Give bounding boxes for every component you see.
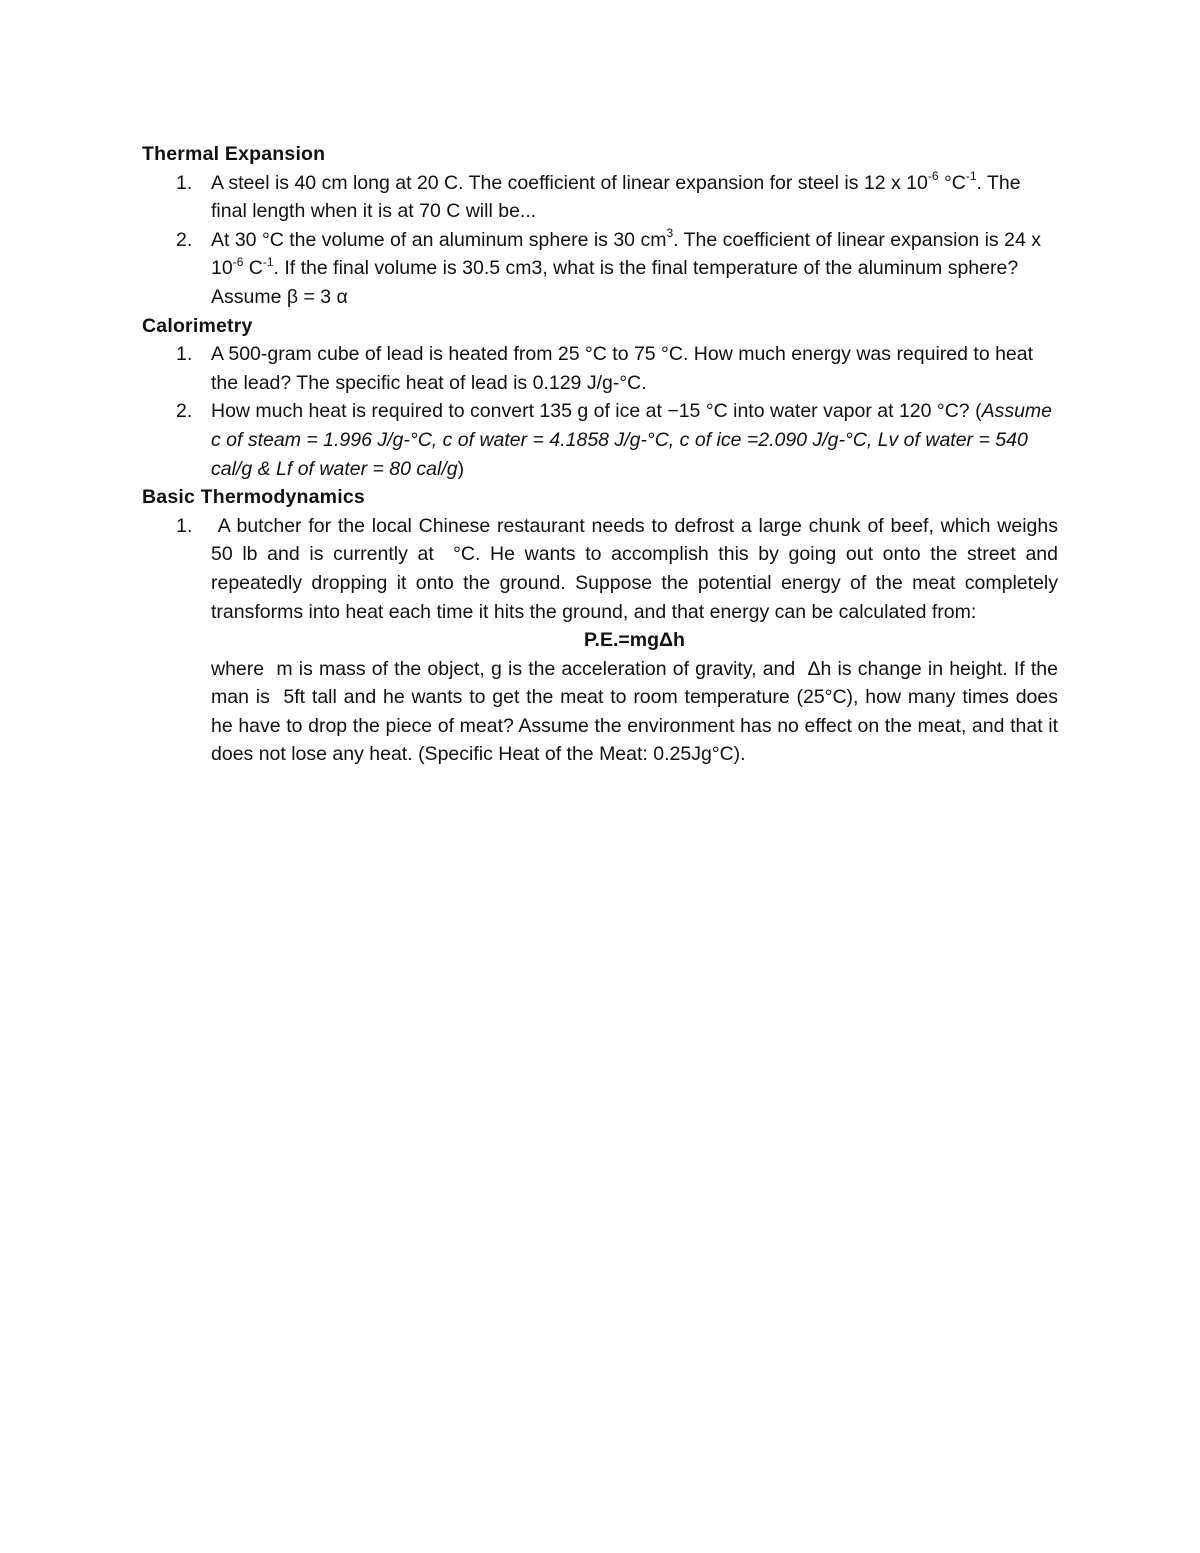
question-text-continued: where m is mass of the object, g is the acceleration of gravity, and Δh is change in height. If the man is 5ft tall and he wants to get the meat to room temperature (25°C), how many times does he have to drop the piece of meat? Assume the environment has no effect on the meat, and that it does not lose any heat. (Specific Heat of the Meat: 0.25Jg°C).: [211, 657, 1064, 766]
question-number: 2.: [176, 400, 193, 423]
question-assumption: (Assume c of steam = 1.996 J/g-°C, c of water = 4.1858 J/g-°C, c of ice =2.090 J/g-°C, Lv of water = 540 cal/g & Lf of water = 80 cal/g): [211, 400, 1053, 480]
question-text: At 30 °C the volume of an aluminum sphere is 30 $cm^3$. The coefficient of linear expansion is 24 x $10^{-6}$ $C^{-1}$. If the final volume is 30.5 cm3, what is the final temperature of the aluminum sphere? Assume β = 3 α: [211, 226, 1041, 308]
question-thermal-1: [142, 169, 1058, 226]
question-thermal-2: [142, 226, 1058, 312]
question-text: A butcher for the local Chinese restaurant needs to defrost a large chunk of beef, which weighs 50 lb and is currently at °C. He wants to accomplish this by going out onto the street and repeatedly dropping it onto the ground. Suppose the potential energy of the meat completely transforms into heat each time it hits the ground, and that energy can be calculated from:: [211, 514, 1069, 623]
section-title-basic-thermodynamics: Basic Thermodynamics: [142, 486, 365, 509]
formula: P.E.=mgΔh: [584, 629, 685, 652]
question-number: 1.: [176, 171, 193, 194]
question-thermodynamics-1: [142, 512, 1069, 769]
question-number: 2.: [176, 228, 193, 251]
question-text: A steel is 40 cm long at 20 C. The coefficient of linear expansion for steel is 12 x $10^{-6}$ $^\circ C^{-1}$. The final length when it is at 70 C will be...: [211, 169, 1021, 223]
question-calorimetry-1: [142, 340, 1058, 397]
question-number: 1.: [176, 514, 193, 537]
question-text: A 500-gram cube of lead is heated from 25 °C to 75 °C. How much energy was required to heat the lead? The specific heat of lead is 0.129 J/g-°C.: [211, 343, 1034, 394]
question-text: How much heat is required to convert 135 g of ice at −15 °C into water vapor at 120 °C?: [211, 400, 970, 423]
section-title-calorimetry: Calorimetry: [142, 314, 253, 337]
section-title-thermal-expansion: Thermal Expansion: [142, 143, 326, 165]
question-calorimetry-2: [142, 397, 1058, 483]
document-page: [142, 140, 1069, 769]
question-number: 1.: [176, 343, 193, 366]
